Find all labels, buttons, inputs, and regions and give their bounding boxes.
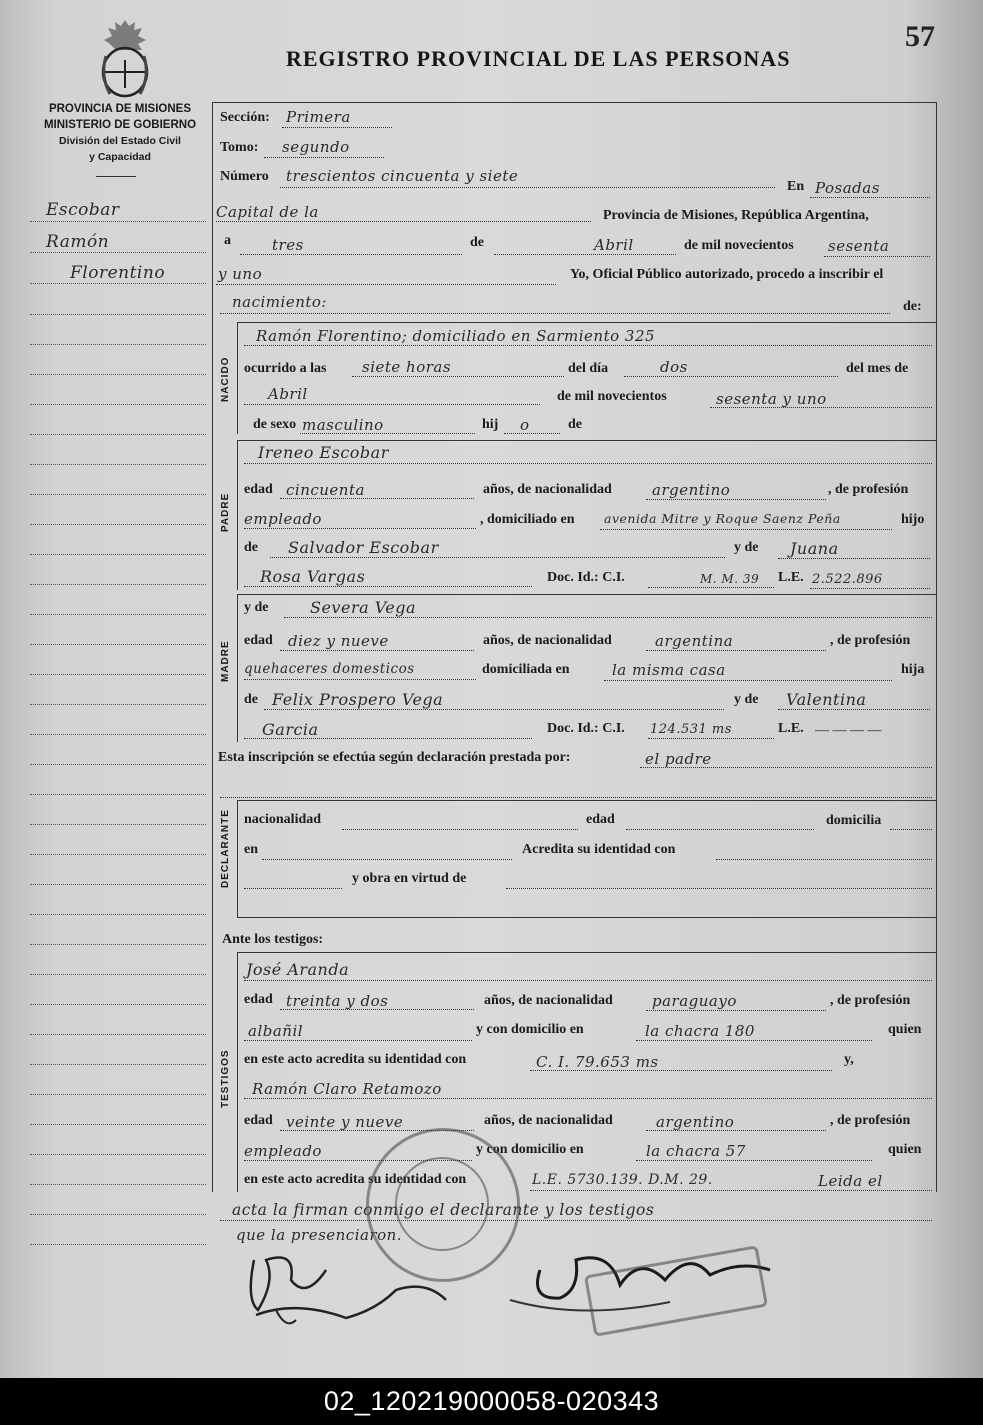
seccion-value: Primera: [286, 108, 351, 126]
sexo-value: masculino: [302, 416, 384, 434]
testigo2-name-value: Ramón Claro Retamozo: [252, 1080, 442, 1098]
ministry-line: PROVINCIA DE MISIONES: [48, 103, 192, 115]
padre-doc-label: Doc. Id.: C.I.: [547, 570, 625, 585]
margin-rule-line: [30, 764, 206, 765]
abuela-paterna-apellido: Rosa Vargas: [260, 567, 366, 586]
margin-rule-line: [30, 404, 206, 405]
abuela-paterna-value: Juana: [790, 539, 839, 558]
ministry-line: MINISTERIO DE GOBIERNO: [43, 119, 197, 131]
tomo-value: segundo: [282, 138, 350, 156]
madre-nac-label: años, de nacionalidad: [483, 633, 612, 648]
padre-prof-value: empleado: [244, 510, 322, 528]
de-label: de: [470, 235, 484, 250]
de2-label: de:: [903, 299, 922, 314]
abuela-materna-apellido: Garcia: [262, 720, 319, 739]
madre-hija-label: hija: [901, 662, 925, 677]
margin-rule-line: [30, 314, 206, 315]
sexo-label: de sexo: [253, 417, 297, 432]
abuelo-materno-value: Felix Prospero Vega: [272, 690, 444, 709]
madre-yde-label: y de: [244, 600, 269, 615]
padre-le-value: 2.522.896: [812, 572, 883, 587]
declaracion-value: el padre: [645, 750, 712, 768]
margin-rule-line: [30, 374, 206, 375]
margin-rule-line: [30, 494, 206, 495]
margin-rule-line: [30, 974, 206, 975]
section-label-padre: PADRE: [220, 492, 231, 532]
declarante-acredita-label: Acredita su identidad con: [522, 842, 676, 857]
padre-dom-label: , domiciliado en: [480, 512, 575, 527]
testigo1-prof-label: , de profesión: [830, 993, 911, 1008]
margin-rule-line: [30, 524, 206, 525]
margin-rule-line: [30, 1064, 206, 1065]
margin-rule-line: [30, 1154, 206, 1155]
oficial-text: Yo, Oficial Público autorizado, procedo a inscribir el: [570, 267, 884, 282]
margin-rule-line: [30, 704, 206, 705]
margin-rule-line: [30, 644, 206, 645]
a-label: a: [224, 233, 231, 248]
mes-value: Abril: [594, 236, 634, 254]
anio2-value: y uno: [218, 265, 263, 283]
madre-doc-label: Doc. Id.: C.I.: [547, 721, 625, 736]
padre-le-label: L.E.: [778, 570, 804, 585]
mil-text: de mil novecientos: [684, 238, 794, 253]
testigo2-nac-value: argentino: [656, 1113, 735, 1131]
declarante-nac-label: nacionalidad: [244, 812, 322, 827]
declarante-en-label: en: [244, 842, 258, 857]
page-title: REGISTRO PROVINCIAL DE LAS PERSONAS: [286, 46, 791, 71]
nacido-de-label: de: [568, 417, 582, 432]
testigo1-y-label: y,: [844, 1052, 854, 1067]
margin-rule-line: [30, 674, 206, 675]
testigo1-edad-value: treinta y dos: [286, 992, 389, 1010]
provincia-text: Provincia de Misiones, República Argentina,: [603, 208, 869, 223]
hij-label: hij: [482, 417, 499, 432]
ocurrido-label: ocurrido a las: [244, 361, 327, 376]
margin-rule-line: [30, 914, 206, 915]
hora-value: siete horas: [362, 358, 452, 376]
witness-signatures: [236, 1240, 466, 1340]
closing-line2: que la presenciaron.: [236, 1226, 403, 1244]
anio-value: sesenta: [828, 237, 890, 255]
en-value: Posadas: [815, 179, 880, 197]
padre-edad-label: edad: [244, 482, 273, 497]
testigo2-dom-value: la chacra 57: [646, 1142, 746, 1160]
margin-rule-line: [30, 734, 206, 735]
margin-surname: Escobar: [46, 200, 120, 220]
section-label-madre: MADRE: [220, 640, 231, 682]
margin-rule-line: [30, 884, 206, 885]
margin-rule-line: [30, 854, 206, 855]
madre-prof-value: quehaceres domesticos: [244, 661, 415, 677]
padre-ci-value: M. M. 39: [700, 572, 760, 586]
testigo1-edad-label: edad: [244, 992, 273, 1007]
ante-testigos-label: Ante los testigos:: [222, 932, 324, 947]
madre-edad-value: diez y nueve: [288, 632, 389, 650]
numero-label: Número: [220, 169, 269, 184]
padre-prof-label: , de profesión: [828, 482, 909, 497]
testigo1-dom-label: y con domicilio en: [476, 1022, 584, 1037]
testigo1-nac-value: paraguayo: [652, 992, 737, 1010]
margin-rule-line: [30, 1034, 206, 1035]
madre-le-value: — — — —: [815, 723, 882, 738]
padre-yde-label: y de: [734, 540, 759, 555]
testigo2-quien-label: quien: [888, 1142, 922, 1157]
abuelo-paterno-value: Salvador Escobar: [288, 538, 439, 557]
madre-name-value: Severa Vega: [310, 598, 417, 617]
padre-nac-value: argentino: [652, 481, 731, 499]
margin-rule-line: [30, 1214, 206, 1215]
numero-value: trescientos cincuenta y siete: [286, 167, 519, 185]
testigo2-prof-label: , de profesión: [830, 1113, 911, 1128]
testigo2-edad-label: edad: [244, 1113, 273, 1128]
section-label-declarante: DECLARANTE: [220, 809, 231, 888]
madre-le-label: L.E.: [778, 721, 804, 736]
coat-of-arms-icon: [96, 16, 154, 100]
madre-yde2-label: y de: [734, 692, 759, 707]
nacido-mes-value: Abril: [268, 385, 308, 403]
capital-value: Capital de la: [216, 203, 319, 221]
padre-nac-label: años, de nacionalidad: [483, 482, 612, 497]
margin-rule-line: [30, 1124, 206, 1125]
del-mes-label: del mes de: [846, 361, 909, 376]
leida-value: Leida el: [818, 1172, 883, 1190]
margin-middle-name: Florentino: [70, 263, 166, 283]
del-dia-label: del día: [568, 361, 609, 376]
testigo2-doc-value: L.E. 5730.139. D.M. 29.: [532, 1172, 713, 1188]
testigo1-dom-value: la chacra 180: [645, 1022, 755, 1040]
testigo2-nac-label: años, de nacionalidad: [484, 1113, 613, 1128]
tomo-label: Tomo:: [220, 140, 259, 155]
dia-value: tres: [272, 236, 304, 254]
margin-rule-line: [30, 1004, 206, 1005]
madre-prof-label: , de profesión: [830, 633, 911, 648]
testigo2-edad-value: veinte y nueve: [286, 1113, 404, 1131]
margin-rule-line: [30, 1094, 206, 1095]
footer-code: 02_120219000058-020343: [0, 1378, 983, 1425]
nacido-dia-value: dos: [660, 358, 688, 376]
section-label-nacido: NACIDO: [220, 356, 231, 402]
section-label-testigos: TESTIGOS: [220, 1049, 231, 1108]
testigo2-dom-label: y con domicilio en: [476, 1142, 584, 1157]
testigo2-prof-value: empleado: [244, 1142, 322, 1160]
margin-rule-line: [30, 434, 206, 435]
testigo1-acredita-label: en este acto acredita su identidad con: [244, 1052, 467, 1067]
padre-edad-value: cincuenta: [286, 481, 365, 499]
madre-dom-label: domiciliada en: [482, 662, 570, 677]
nacido-anio-value: sesenta y uno: [716, 390, 827, 408]
madre-edad-label: edad: [244, 633, 273, 648]
margin-rule-line: [30, 614, 206, 615]
inscribir-value: nacimiento:: [232, 293, 327, 311]
padre-hijo-label: hijo: [901, 512, 925, 527]
ministry-line: y Capacidad: [89, 151, 151, 163]
seccion-label: Sección:: [220, 110, 270, 125]
margin-rule-line: [30, 344, 206, 345]
nacido-name-value: Ramón Florentino; domiciliado en Sarmiento 325: [256, 327, 656, 345]
page-number: 57: [905, 20, 935, 53]
hij-value: o: [520, 416, 530, 434]
nacido-mil-label: de mil novecientos: [557, 389, 667, 404]
declarante-dom-label: domicilia: [826, 813, 882, 828]
padre-dom-value: avenida Mitre y Roque Saenz Peña: [604, 511, 841, 526]
closing-line1: acta la firman conmigo el declarante y los testigos: [232, 1201, 655, 1219]
madre-nac-value: argentina: [655, 632, 734, 650]
madre-ci-value: 124.531 ms: [650, 722, 732, 737]
testigo1-doc-value: C. I. 79.653 ms: [536, 1053, 659, 1071]
margin-given-name: Ramón: [46, 232, 110, 252]
madre-dom-value: la misma casa: [612, 661, 726, 679]
testigo2-acredita-label: en este acto acredita su identidad con: [244, 1172, 467, 1187]
en-label: En: [787, 179, 805, 194]
testigo1-prof-value: albañil: [248, 1022, 304, 1040]
margin-rule-line: [30, 464, 206, 465]
margin-rule-line: [30, 554, 206, 555]
declarante-edad-label: edad: [586, 812, 615, 827]
madre-de-label: de: [244, 692, 258, 707]
declaracion-text: Esta inscripción se efectúa según declaración prestada por:: [218, 750, 571, 765]
abuela-materna-value: Valentina: [786, 690, 867, 709]
declarante-obra-label: y obra en virtud de: [352, 871, 467, 886]
ministry-line: División del Estado Civil: [59, 135, 181, 147]
margin-rule-line: [30, 1244, 206, 1245]
padre-de-label: de: [244, 540, 258, 555]
margin-rule-line: [30, 1184, 206, 1185]
margin-rule-line: [30, 944, 206, 945]
testigo1-quien-label: quien: [888, 1022, 922, 1037]
testigo1-name-value: José Aranda: [246, 960, 350, 979]
margin-rule-line: [30, 584, 206, 585]
margin-rule-line: [30, 824, 206, 825]
ministry-header: [24, 101, 216, 165]
padre-name-value: Ireneo Escobar: [258, 443, 389, 462]
testigo1-nac-label: años, de nacionalidad: [484, 993, 613, 1008]
margin-rule-line: [30, 794, 206, 795]
